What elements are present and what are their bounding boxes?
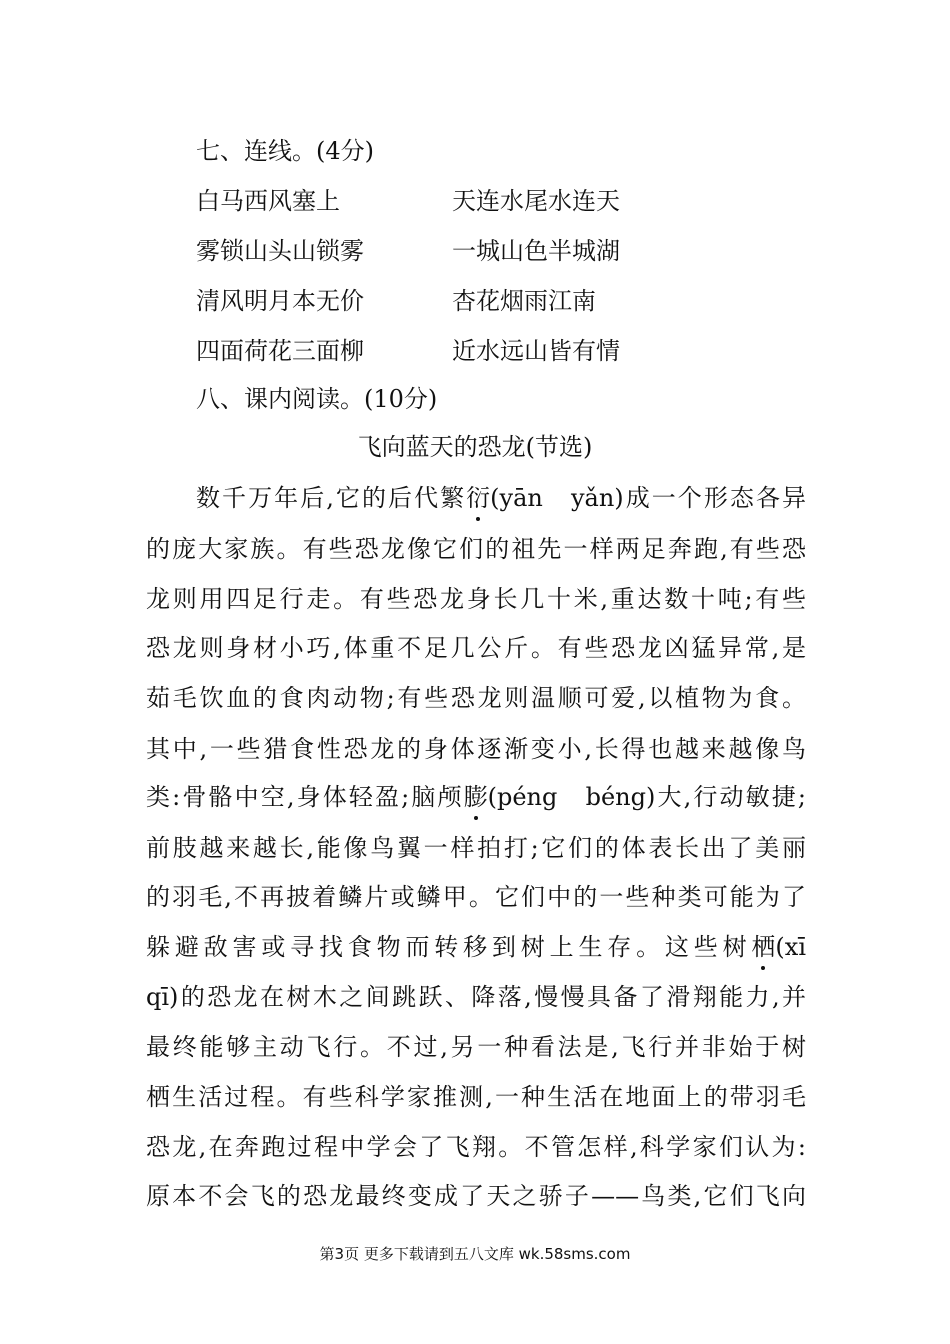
match-right-item: 一城山色半城湖 [452, 237, 620, 265]
passage-line [146, 932, 806, 962]
passage-line: 龙则用四足行走。有些恐龙身长几十米,重达数十吨;有些 [146, 585, 806, 613]
passage-line: 栖生活过程。有些科学家推测,一种生活在地面上的带羽毛 [146, 1083, 806, 1111]
passage-line: 恐龙则身材小巧,体重不足几公斤。有些恐龙凶猛异常,是 [146, 634, 806, 662]
pinyin-choice: (péng béng)大,行动敏捷; [487, 783, 806, 811]
passage-line: 的庞大家族。有些恐龙像它们的祖先一样两足奔跑,有些恐 [146, 535, 806, 563]
match-right-item: 天连水尾水连天 [452, 187, 620, 215]
passage-line: 其中,一些猎食性恐龙的身体逐渐变小,长得也越来越像鸟 [146, 735, 806, 763]
passage-line: qī)的恐龙在树木之间跳跃、降落,慢慢具备了滑翔能力,并 [146, 983, 806, 1011]
passage-line [196, 483, 806, 513]
dotted-character: 衍 [466, 484, 491, 512]
match-left-item: 四面荷花三面柳 [196, 337, 364, 365]
dotted-character: 栖 [751, 933, 776, 961]
match-left-item: 清风明月本无价 [196, 287, 364, 315]
section-7-heading: 七、连线。(4分) [196, 137, 374, 165]
line-text: 数千万年后,它的后代繁 [196, 484, 467, 512]
match-right-item: 近水远山皆有情 [452, 337, 620, 365]
passage-line: 茹毛饮血的食肉动物;有些恐龙则温顺可爱,以植物为食。 [146, 684, 806, 712]
line-text: 类:骨骼中空,身体轻盈;脑颅 [146, 783, 464, 811]
passage-line: 恐龙,在奔跑过程中学会了飞翔。不管怎样,科学家们认为: [146, 1133, 806, 1161]
passage-line: 原本不会飞的恐龙最终变成了天之骄子——鸟类,它们飞向 [146, 1182, 806, 1210]
match-left-item: 雾锁山头山锁雾 [196, 237, 364, 265]
match-left-item: 白马西风塞上 [196, 187, 340, 215]
pinyin-choice: (xī [775, 933, 806, 961]
passage-line: 的羽毛,不再披着鳞片或鳞甲。它们中的一些种类可能为了 [146, 883, 806, 911]
pinyin-choice: (yān yǎn)成一个形态各异 [490, 484, 806, 512]
passage-line: 前肢越来越长,能像鸟翼一样拍打;它们的体表长出了美丽 [146, 834, 806, 862]
line-text: 躲避敌害或寻找食物而转移到树上生存。这些树 [146, 933, 752, 961]
passage-line [146, 782, 806, 812]
section-8-heading: 八、课内阅读。(10分) [196, 385, 438, 413]
passage-line: 最终能够主动飞行。不过,另一种看法是,飞行并非始于树 [146, 1033, 806, 1061]
dotted-character: 膨 [463, 783, 488, 811]
page-footer: 第3页 更多下载请到五八文库 wk.58sms.com [319, 1245, 631, 1263]
passage-title: 飞向蓝天的恐龙(节选) [357, 433, 593, 461]
match-right-item: 杏花烟雨江南 [452, 287, 596, 315]
